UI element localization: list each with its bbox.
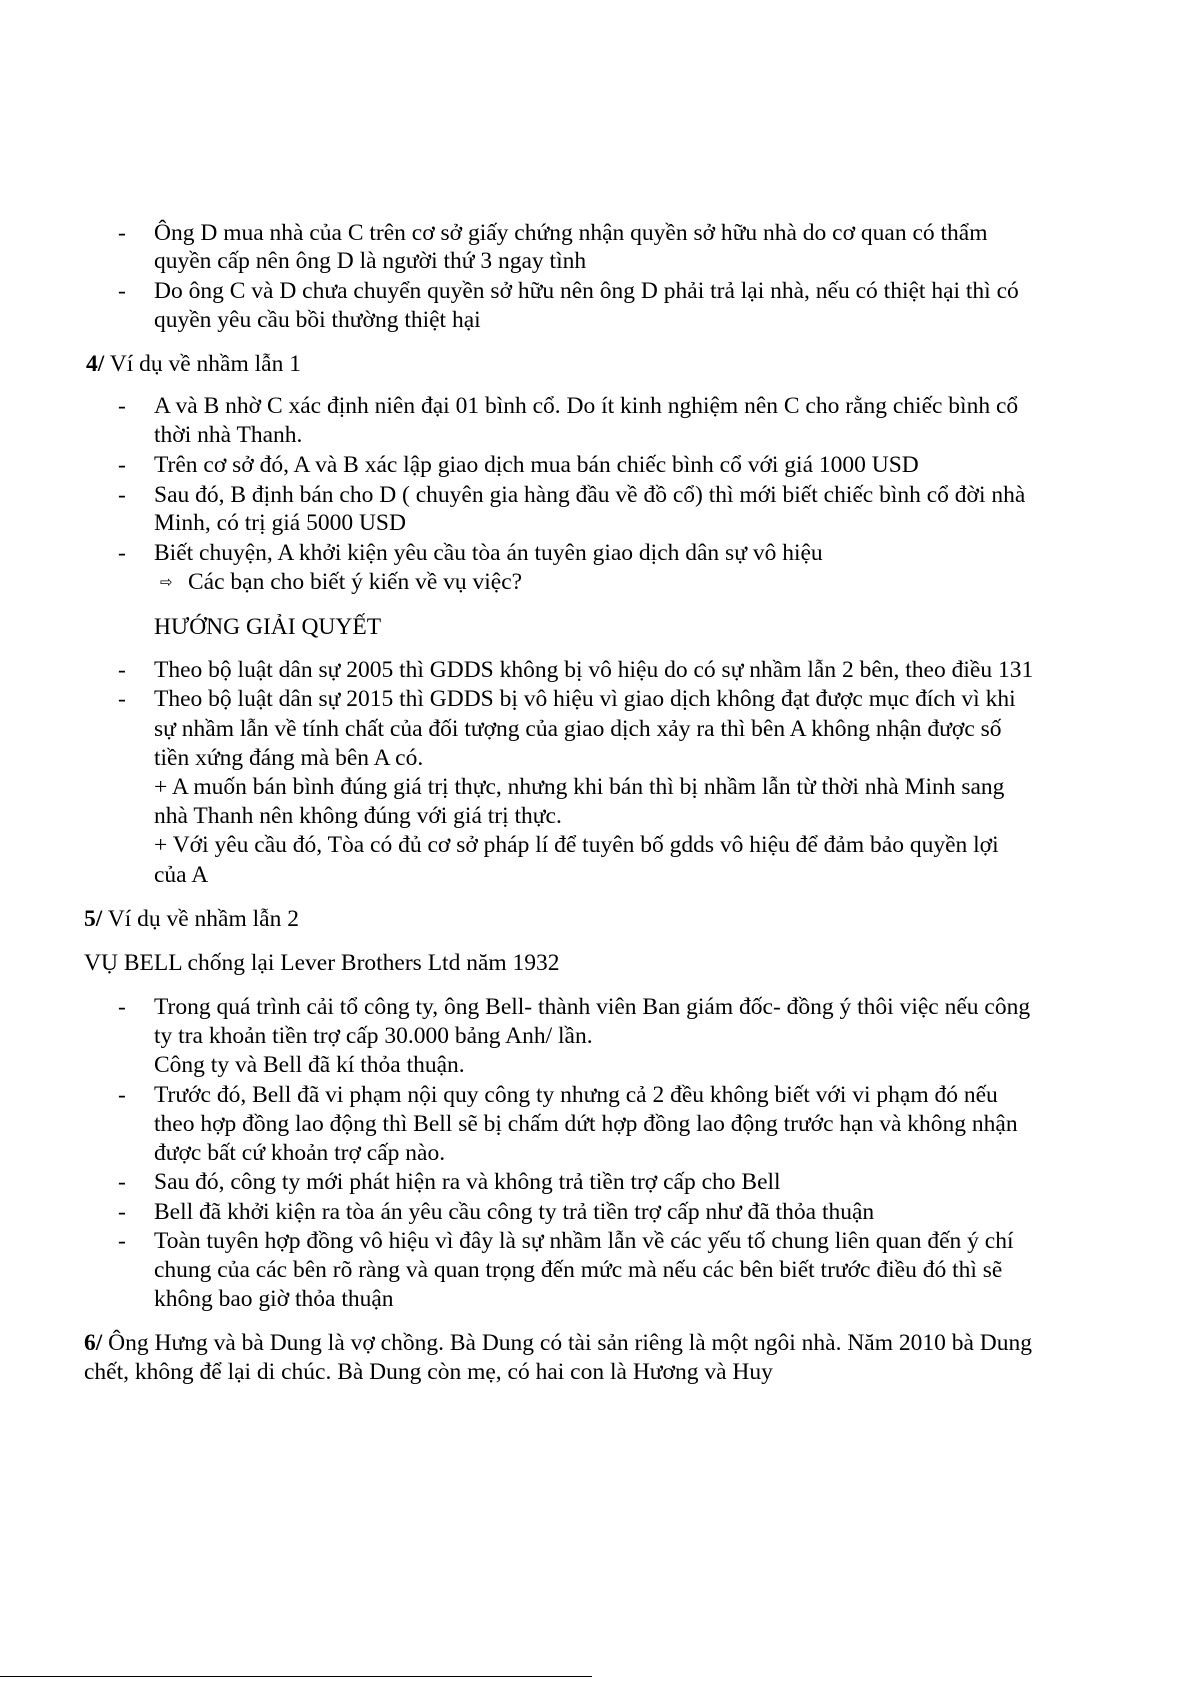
bullet-text: tiền xứng đáng mà bên A có. — [154, 745, 424, 771]
bullet-text: Trên cơ sở đó, A và B xác lập giao dịch mua bán chiếc bình cổ với giá 1000 USD — [154, 452, 919, 478]
bullet-text: sự nhầm lẫn về tính chất của đối tượng của giao dịch xảy ra thì bên A không nhận được số — [154, 716, 1002, 742]
bullet-text: Sau đó, công ty mới phát hiện ra và không trả tiền trợ cấp cho Bell — [154, 1169, 781, 1195]
footer-rule — [0, 1676, 592, 1677]
bullet-dash: - — [118, 1228, 126, 1254]
section-number: 5/ — [84, 906, 103, 932]
bullet-dash: - — [118, 540, 126, 566]
bullet-text: không bao giờ thỏa thuận — [154, 1286, 394, 1312]
bullet-text: theo hợp đồng lao động thì Bell sẽ bị chấm dứt hợp đồng lao động trước hạn và không nhận — [154, 1111, 1018, 1137]
arrow-icon: ⇨ — [160, 573, 173, 591]
section-4-heading — [86, 349, 301, 379]
section-5-heading — [84, 904, 299, 934]
bullet-text: Bell đã khởi kiện ra tòa án yêu cầu công ty trả tiền trợ cấp như đã thỏa thuận — [154, 1199, 875, 1225]
bullet-text: + A muốn bán bình đúng giá trị thực, nhưng khi bán thì bị nhầm lẫn từ thời nhà Minh sang — [154, 774, 1005, 800]
bullet-text: quyền yêu cầu bồi thường thiệt hại — [154, 307, 481, 333]
bullet-dash: - — [118, 452, 126, 478]
bullet-text: Toàn tuyên hợp đồng vô hiệu vì đây là sự nhầm lẫn về các yếu tố chung liên quan đến ý chí — [154, 1228, 1014, 1254]
section-number: 4/ — [86, 351, 105, 377]
bullet-text: Do ông C và D chưa chuyển quyền sở hữu nên ông D phải trả lại nhà, nếu có thiệt hại thì có — [154, 278, 1019, 304]
bullet-text: chung của các bên rõ ràng và quan trọng đến mức mà nếu các bên biết trước điều đó thì sẽ — [154, 1257, 1003, 1283]
bullet-text: Theo bộ luật dân sự 2005 thì GDDS không bị vô hiệu do có sự nhầm lẫn 2 bên, theo điều 131 — [154, 657, 1034, 683]
bullet-text: Biết chuyện, A khởi kiện yêu cầu tòa án tuyên giao dịch dân sự vô hiệu — [154, 540, 823, 566]
bullet-text: thời nhà Thanh. — [154, 422, 303, 448]
bullet-text: Trong quá trình cải tổ công ty, ông Bell- thành viên Ban giám đốc- đồng ý thôi việc nếu công — [154, 994, 1031, 1020]
bullet-text: Sau đó, B định bán cho D ( chuyên gia hàng đầu về đồ cổ) thì mới biết chiếc bình cổ đời nhà — [154, 482, 1026, 508]
section-text: chết, không để lại di chúc. Bà Dung còn mẹ, có hai con là Hương và Huy — [84, 1359, 773, 1385]
bullet-text: + Với yêu cầu đó, Tòa có đủ cơ sở pháp lí để tuyên bố gdds vô hiệu để đảm bảo quyền lợi — [154, 832, 999, 858]
question-text: Các bạn cho biết ý kiến về vụ việc? — [188, 569, 523, 595]
section-title: Ví dụ về nhầm lẫn 2 — [107, 906, 299, 932]
bullet-text: của A — [154, 862, 209, 888]
bullet-text: Minh, có trị giá 5000 USD — [154, 510, 406, 536]
bullet-dash: - — [118, 1082, 126, 1108]
bullet-text: Trước đó, Bell đã vi phạm nội quy công ty nhưng cả 2 đều không biết với vi phạm đó nếu — [154, 1082, 998, 1108]
bullet-text: ty tra khoản tiền trợ cấp 30.000 bảng Anh/ lần. — [154, 1023, 593, 1049]
solution-heading: HƯỚNG GIẢI QUYẾT — [154, 614, 382, 640]
bullet-text: Công ty và Bell đã kí thỏa thuận. — [154, 1052, 465, 1078]
bullet-text: A và B nhờ C xác định niên đại 01 bình cổ. Do ít kinh nghiệm nên C cho rằng chiếc bình cổ — [154, 393, 1019, 419]
bullet-text: Theo bộ luật dân sự 2015 thì GDDS bị vô hiệu vì giao dịch không đạt được mục đích vì khi — [154, 686, 1016, 712]
section-text: Ông Hưng và bà Dung là vợ chồng. Bà Dung có tài sản riêng là một ngôi nhà. Năm 2010 bà Dung — [108, 1330, 1033, 1356]
section-6-paragraph — [84, 1328, 1032, 1358]
case-title: VỤ BELL chống lại Lever Brothers Ltd năm 1932 — [84, 950, 560, 976]
bullet-dash: - — [118, 994, 126, 1020]
bullet-text: Ông D mua nhà của C trên cơ sở giấy chứng nhận quyền sở hữu nhà do cơ quan có thẩm — [154, 220, 988, 246]
bullet-text: nhà Thanh nên không đúng với giá trị thực. — [154, 803, 562, 829]
bullet-dash: - — [118, 1169, 126, 1195]
bullet-text: được bất cứ khoản trợ cấp nào. — [154, 1140, 446, 1166]
bullet-dash: - — [118, 657, 126, 683]
bullet-dash: - — [118, 686, 126, 712]
bullet-text: quyền cấp nên ông D là người thứ 3 ngay tình — [154, 248, 587, 274]
bullet-dash: - — [118, 220, 126, 246]
section-title: Ví dụ về nhầm lẫn 1 — [109, 351, 301, 377]
bullet-dash: - — [118, 278, 126, 304]
bullet-dash: - — [118, 393, 126, 419]
section-number: 6/ — [84, 1330, 103, 1356]
bullet-dash: - — [118, 1199, 126, 1225]
bullet-dash: - — [118, 482, 126, 508]
